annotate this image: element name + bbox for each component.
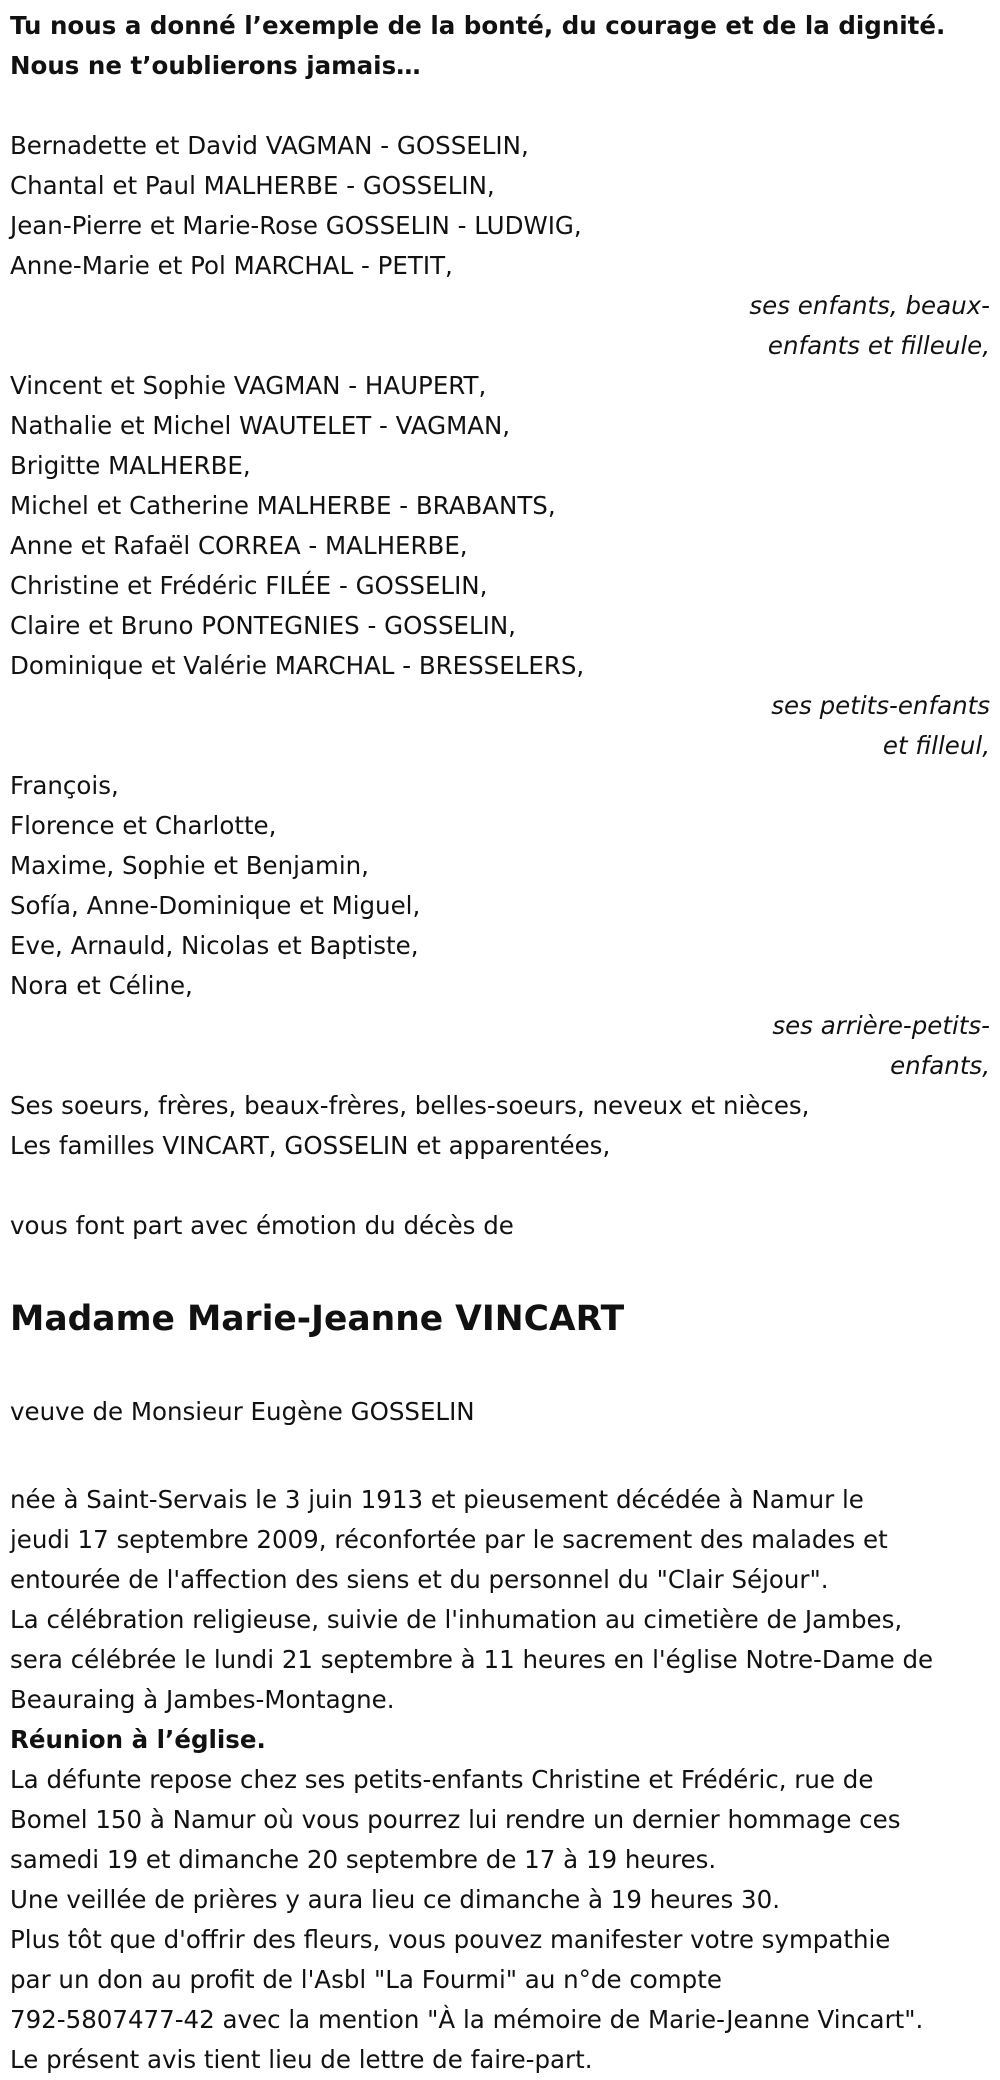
list-item: Dominique et Valérie MARCHAL - BRESSELERS, (10, 651, 585, 680)
vigil-line: Une veillée de prières y aura lieu ce dimanche à 19 heures 30. (10, 1885, 781, 1914)
closing-line: Le présent avis tient lieu de lettre de faire-part. (10, 2045, 593, 2074)
announcement-text: vous font part avec émotion du décès de (10, 1211, 514, 1240)
extended-family (10, 1086, 990, 1166)
list-item: Nathalie et Michel WAUTELET - VAGMAN, (10, 411, 511, 440)
header-line-2: Nous ne t’oublierons jamais… (10, 51, 421, 80)
children-role-line-1: ses enfants, beaux- (749, 291, 990, 320)
ceremony-line: sera célébrée le lundi 21 septembre à 11 heures en l'église Notre-Dame de (10, 1645, 934, 1674)
ceremony-line: Beauraing à Jambes-Montagne. (10, 1685, 395, 1714)
children-role-line-2: enfants et filleule, (767, 331, 990, 360)
list-item: Florence et Charlotte, (10, 811, 277, 840)
rest-line: La défunte repose chez ses petits-enfants Christine et Frédéric, rue de (10, 1765, 874, 1794)
list-item: Brigitte MALHERBE, (10, 451, 251, 480)
header-quote (10, 6, 990, 86)
list-item: Maxime, Sophie et Benjamin, (10, 851, 369, 880)
list-item: Nora et Céline, (10, 971, 193, 1000)
list-item: Anne-Marie et Pol MARCHAL - PETIT, (10, 251, 453, 280)
widow-of-text: veuve de Monsieur Eugène GOSSELIN (10, 1397, 475, 1426)
donation-line: par un don au profit de l'Asbl "La Fourmi" au n°de compte (10, 1965, 722, 1994)
birth-death-line: entourée de l'affection des siens et du personnel du "Clair Séjour". (10, 1565, 829, 1594)
rest-line: Bomel 150 à Namur où vous pourrez lui rendre un dernier hommage ces (10, 1805, 901, 1834)
list-item: Bernadette et David VAGMAN - GOSSELIN, (10, 131, 529, 160)
list-item: Michel et Catherine MALHERBE - BRABANTS, (10, 491, 556, 520)
list-item: Chantal et Paul MALHERBE - GOSSELIN, (10, 171, 495, 200)
header-line-1: Tu nous a donné l’exemple de la bonté, du courage et de la dignité. (10, 11, 946, 40)
list-item: Claire et Bruno PONTEGNIES - GOSSELIN, (10, 611, 516, 640)
birth-death-line: jeudi 17 septembre 2009, réconfortée par le sacrement des malades et (10, 1525, 888, 1554)
great-grandchildren-list (10, 766, 990, 1086)
deceased-name: Madame Marie-Jeanne VINCART (10, 1299, 625, 1339)
family-line-2: Les familles VINCART, GOSSELIN et apparentées, (10, 1131, 611, 1160)
spacer (10, 86, 990, 126)
list-item: Christine et Frédéric FILÉE - GOSSELIN, (10, 571, 488, 600)
birth-death-line: née à Saint-Servais le 3 juin 1913 et pieusement décédée à Namur le (10, 1485, 864, 1514)
list-item: François, (10, 771, 119, 800)
family-line-1: Ses soeurs, frères, beaux-frères, belles-soeurs, neveux et nièces, (10, 1091, 810, 1120)
grandchildren-list (10, 366, 990, 766)
list-item: Jean-Pierre et Marie-Rose GOSSELIN - LUDWIG, (10, 211, 582, 240)
list-item: Anne et Rafaël CORREA - MALHERBE, (10, 531, 468, 560)
children-list (10, 126, 990, 366)
details-section (10, 1480, 990, 2080)
great-grandchildren-role-line-1: ses arrière-petits- (772, 1011, 990, 1040)
list-item: Vincent et Sophie VAGMAN - HAUPERT, (10, 371, 487, 400)
donation-line: Plus tôt que d'offrir des fleurs, vous pouvez manifester votre sympathie (10, 1925, 891, 1954)
great-grandchildren-role-line-2: enfants, (890, 1051, 990, 1080)
donation-line: 792-5807477-42 avec la mention "À la mémoire de Marie-Jeanne Vincart". (10, 2005, 924, 2034)
grandchildren-role-line-2: et filleul, (882, 731, 990, 760)
list-item: Eve, Arnauld, Nicolas et Baptiste, (10, 931, 419, 960)
spacer (10, 1246, 990, 1294)
rest-line: samedi 19 et dimanche 20 septembre de 17 à 19 heures. (10, 1845, 717, 1874)
obituary-notice (10, 6, 990, 2080)
list-item: Sofía, Anne-Dominique et Miguel, (10, 891, 421, 920)
spacer (10, 1166, 990, 1206)
grandchildren-role-line-1: ses petits-enfants (771, 691, 990, 720)
ceremony-line: La célébration religieuse, suivie de l'inhumation au cimetière de Jambes, (10, 1605, 903, 1634)
meeting-note: Réunion à l’église. (10, 1725, 266, 1754)
spacer (10, 1432, 990, 1480)
spacer (10, 1344, 990, 1392)
